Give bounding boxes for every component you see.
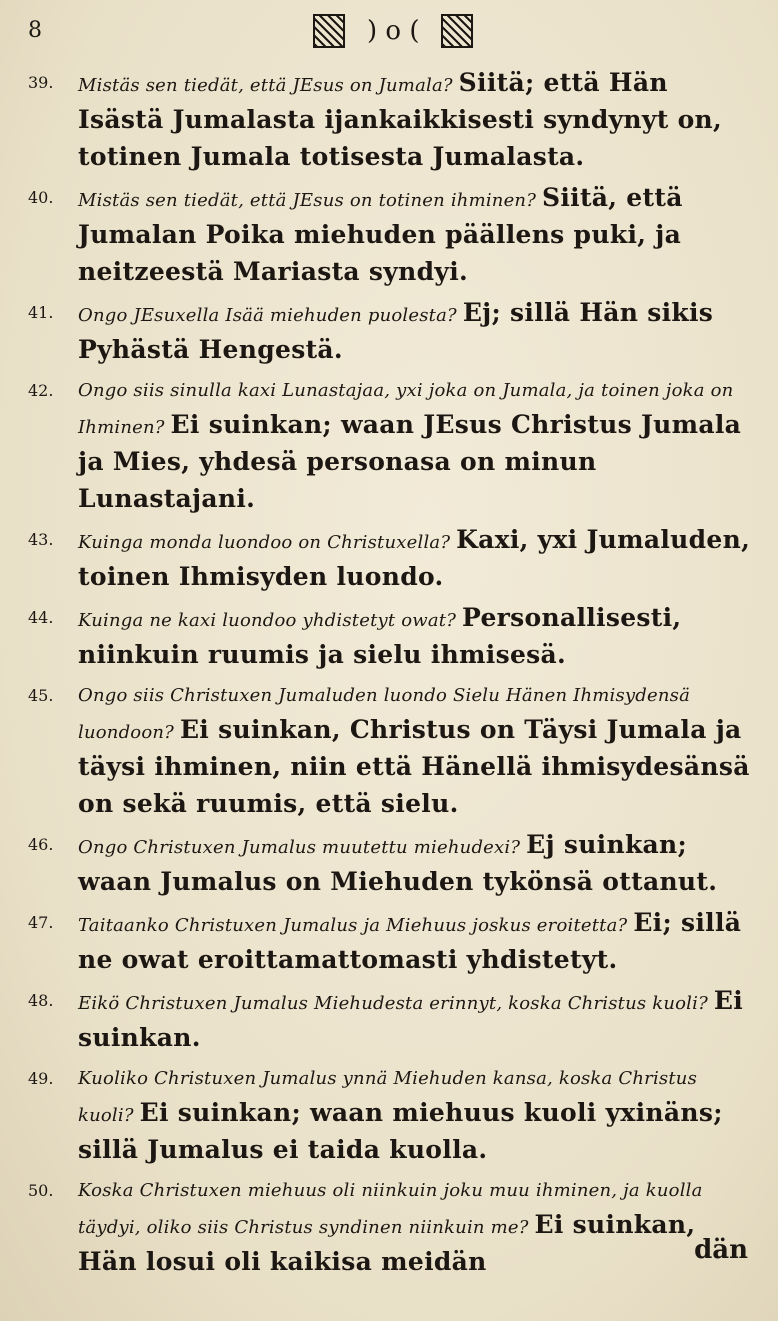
item-number: 45.: [28, 686, 54, 705]
question-text: Ongo Christuxen Jumalus muutettu miehudexi?: [78, 837, 527, 858]
question-text: Taitaanko Christuxen Jumalus ja Miehuus joskus eroitetta?: [78, 915, 634, 936]
item-number: 50.: [28, 1181, 54, 1200]
item-number: 48.: [28, 991, 54, 1010]
list-item: [28, 296, 756, 370]
question-text: Ongo siis sinulla kaxi Lunastajaa, yxi joka on Jumala, ja toinen joka on Ihminen?: [78, 380, 734, 438]
item-number: 46.: [28, 835, 54, 854]
question-text: Kuoliko Christuxen Jumalus ynnä Miehuden kansa, koska Christus kuoli?: [78, 1068, 698, 1126]
list-item: [28, 906, 756, 980]
question-text: Mistäs sen tiedät, että JEsus on Jumala?: [78, 75, 459, 96]
answer-text: Siitä, että Jumalan Poika miehuden päällens puki, ja neitzeestä Mariasta syndyi.: [78, 183, 683, 286]
question-text: Kuinga monda luondoo on Christuxella?: [78, 532, 457, 553]
answer-text: Ei suinkan, Hän losui oli kaikisa meidän: [78, 1210, 696, 1276]
list-item: [28, 523, 756, 597]
item-number: 43.: [28, 530, 54, 549]
catechism-text: [28, 66, 756, 1286]
answer-text: Kaxi, yxi Jumaluden, toinen Ihmisyden luondo.: [78, 525, 751, 591]
answer-text: Ei suinkan; waan miehuus kuoli yxinäns; sillä Jumalus ei taida kuolla.: [78, 1098, 723, 1164]
answer-text: Siitä; että Hän Isästä Jumalasta ijankaikkisesti syndynyt on, totinen Jumala totisesta Jumalasta.: [78, 68, 723, 171]
answer-text: Ej; sillä Hän sikis Pyhästä Hengestä.: [78, 298, 714, 364]
item-number: 39.: [28, 73, 54, 92]
item-number: 49.: [28, 1069, 54, 1088]
answer-text: Ei; sillä ne owat eroittamattomasti yhdistetyt.: [78, 908, 742, 974]
list-item: [28, 984, 756, 1058]
ornament-left-icon: [313, 14, 345, 48]
list-item: [28, 601, 756, 675]
list-item: [28, 1174, 756, 1282]
question-text: Mistäs sen tiedät, että JEsus on totinen ihminen?: [78, 190, 542, 211]
list-item: [28, 181, 756, 292]
answer-text: Ei suinkan.: [78, 986, 744, 1052]
question-text: Ongo JEsuxella Isää miehuden puolesta?: [78, 305, 463, 326]
list-item: [28, 679, 756, 824]
item-number: 47.: [28, 913, 54, 932]
running-head: [313, 14, 473, 48]
question-text: Ongo siis Christuxen Jumaluden luondo Sielu Hänen Ihmisydensä luondoon?: [78, 685, 691, 743]
list-item: [28, 1062, 756, 1170]
answer-text: Personallisesti, niinkuin ruumis ja sielu ihmisesä.: [78, 603, 682, 669]
list-item: [28, 374, 756, 519]
catchword: dän: [694, 1235, 748, 1265]
answer-text: Ei suinkan; waan JEsus Christus Jumala ja Mies, yhdesä personasa on minun Lunastajani.: [78, 410, 742, 513]
list-item: [28, 828, 756, 902]
page-header: [28, 14, 748, 54]
question-text: Kuinga ne kaxi luondoo yhdistetyt owat?: [78, 610, 463, 631]
ornament-right-icon: [441, 14, 473, 48]
item-number: 41.: [28, 303, 54, 322]
page-number: 8: [28, 18, 42, 43]
item-number: 40.: [28, 188, 54, 207]
question-text: Koska Christuxen miehuus oli niinkuin joku muu ihminen, ja kuolla täydyi, oliko siis Christus syndinen niinkuin me?: [78, 1180, 703, 1238]
answer-text: Ej suinkan; waan Jumalus on Miehuden tykönsä ottanut.: [78, 830, 718, 896]
list-item: [28, 66, 756, 177]
answer-text: Ei suinkan, Christus on Täysi Jumala ja täysi ihminen, niin että Hänellä ihmisydesänsä on sekä ruumis, että sielu.: [78, 715, 750, 818]
item-number: 44.: [28, 608, 54, 627]
question-text: Eikö Christuxen Jumalus Miehudesta erinnyt, koska Christus kuoli?: [78, 993, 714, 1014]
item-number: 42.: [28, 381, 54, 400]
running-head-text: ) o (: [367, 16, 420, 46]
